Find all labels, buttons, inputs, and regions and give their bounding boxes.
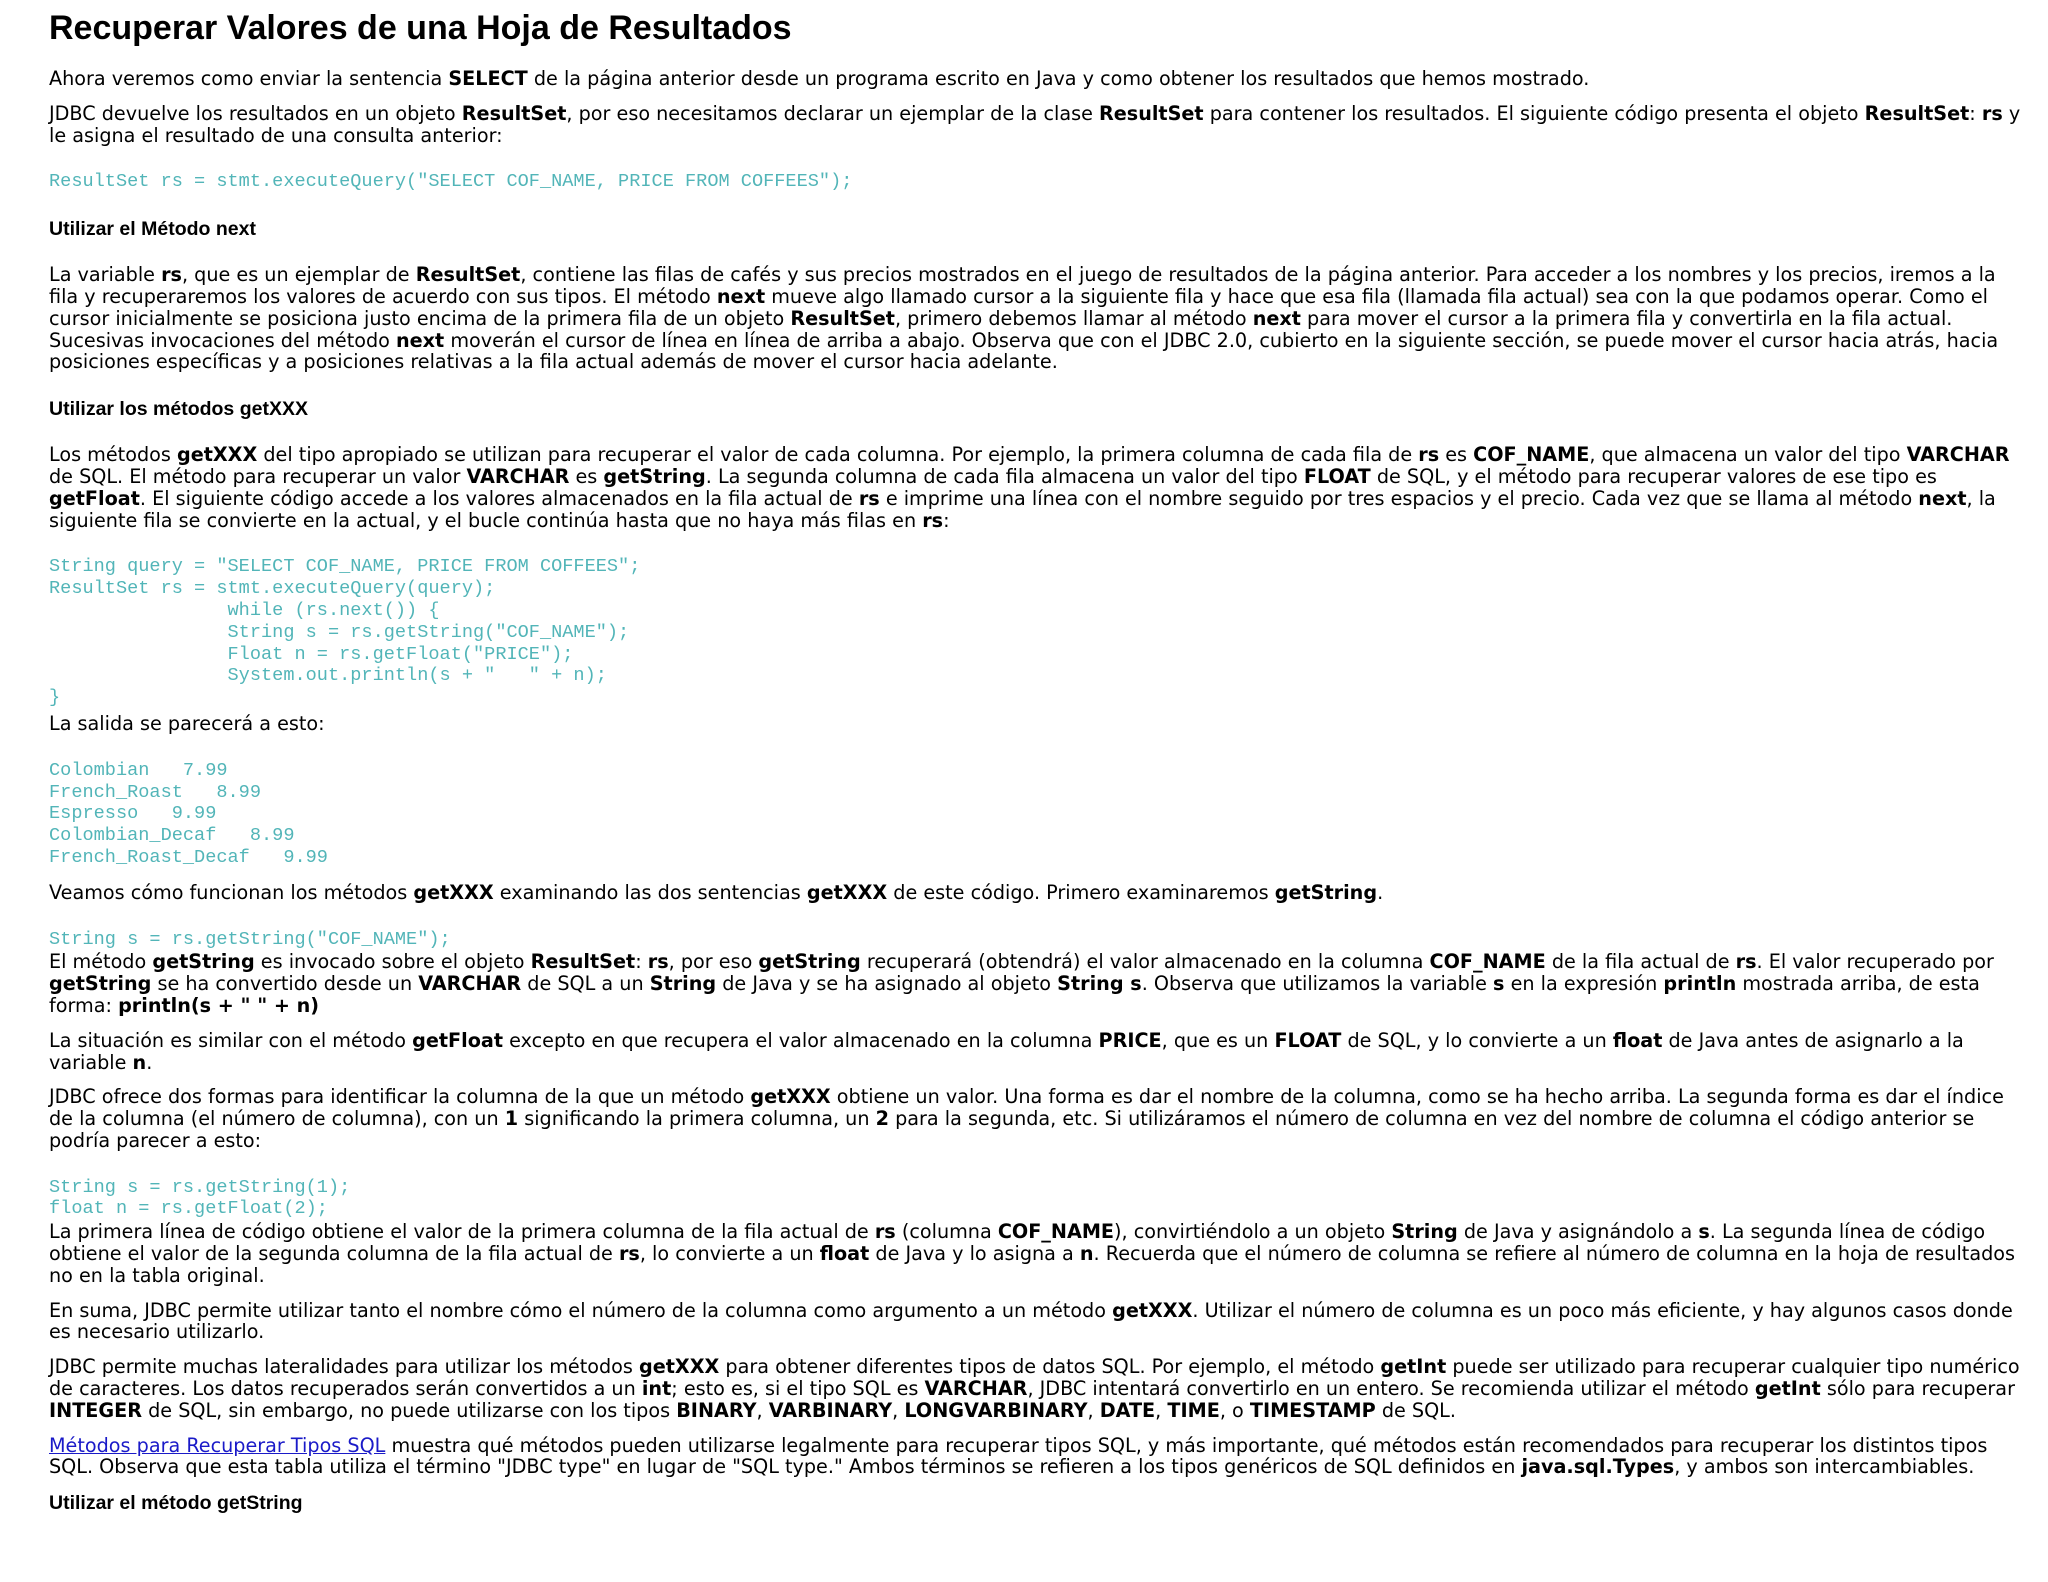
heading-getstring-method: Utilizar el método getString: [49, 1492, 303, 1515]
bold-term: String s: [1057, 972, 1142, 996]
heading-next-method: Utilizar el Método next: [49, 218, 256, 241]
bold-term: ResultSet: [415, 263, 521, 287]
code-output: Colombian 7.99 French_Roast 8.99 Espresso 9.99 Colombian_Decaf 8.99 French_Roast_Decaf 9.99: [49, 759, 328, 868]
bold-term: getFloat: [412, 1028, 504, 1052]
bold-term: println(s + " " + n): [118, 993, 320, 1017]
output-intro: La salida se parecerá a esto:: [49, 711, 325, 735]
code-index: String s = rs.getString(1); float n = rs.getFloat(2);: [49, 1176, 351, 1220]
bold-term: rs: [858, 486, 880, 510]
bold-term: s: [1698, 1220, 1710, 1244]
bold-term: println: [1663, 972, 1737, 996]
methods-link-paragraph: Métodos para Recuperar Tipos SQL muestra qué métodos pueden utilizarse legalmente para recuperar tipos SQL, y más importante, qué métodos están recomendados para recuperar los distintos tipos SQL. Observa que esta tabla utiliza el término "JDBC type" en lugar de "SQL type." Ambos términos se refieren a los tipos genéricos de SQL definidos en java.sql.Types, y ambos son intercambiables.: [49, 1433, 1988, 1479]
index-explain-paragraph: La primera línea de código obtiene el valor de la primera columna de la fila actual de rs (columna COF_NAME), convirtiéndolo a un objeto String de Java y asignándolo a s. La segunda línea de código obtiene el valor de la segunda columna de la fila actual de rs, lo convierte a un float de Java y lo asigna a n. Recuerda que el número de columna se refiere al número de columna en la hoja de resultados no en la tabla original.: [49, 1220, 2015, 1287]
latitude-paragraph: JDBC permite muchas lateralidades para utilizar los métodos getXXX para obtener diferentes tipos de datos SQL. Por ejemplo, el método getInt puede ser utilizado para recuperar cualquier tipo numérico de caracteres. Los datos recuperados serán convertidos a un int; esto es, si el tipo SQL es VARCHAR, JDBC intentará convertirlo en un entero. Se recomienda utilizar el método getInt sólo para recuperar INTEGER de SQL, sin embargo, no puede utilizarse con los tipos BINARY, VARBINARY, LONGVARBINARY, DATE, TIME, o TIMESTAMP de SQL.: [49, 1355, 2020, 1422]
getfloat-paragraph: La situación es similar con el método getFloat excepto en que recupera el valor almacenado en la columna PRICE, que es un FLOAT de SQL, y lo convierte a un float de Java antes de asignarlo a la variable n.: [49, 1028, 1964, 1074]
bold-term: rs: [922, 508, 944, 532]
bold-term: s: [1493, 972, 1505, 996]
bold-term: 1: [504, 1107, 519, 1131]
bold-term: DATE: [1099, 1398, 1156, 1422]
bold-term: rs: [1735, 950, 1757, 974]
bold-term: rs: [618, 1242, 640, 1266]
two-ways-paragraph: JDBC ofrece dos formas para identificar la columna de la que un método getXXX obtiene un valor. Una forma es dar el nombre de la columna, como se ha hecho arriba. La segunda forma es dar el índice de la columna (el número de columna), con un 1 significando la primera columna, un 2 para la segunda, etc. Si utilizáramos el número de columna en vez del nombre de columna el código anterior se podría parecer a esto:: [49, 1085, 2004, 1152]
bold-term: next: [1252, 306, 1301, 330]
bold-term: rs: [161, 263, 182, 287]
intro-paragraph: Ahora veremos como enviar la sentencia SELECT de la página anterior desde un programa escrito en Java y como obtener los resultados que hemos mostrado.: [49, 67, 1590, 90]
bold-term: ResultSet: [1098, 101, 1204, 125]
bold-term: n: [1079, 1242, 1094, 1266]
bold-term: PRICE: [1098, 1028, 1162, 1052]
bold-term: next: [396, 328, 445, 352]
bold-term: SELECT: [448, 67, 528, 90]
bold-term: ResultSet: [530, 950, 636, 974]
bold-term: TIMESTAMP: [1249, 1398, 1376, 1422]
bold-term: getString: [1274, 880, 1378, 904]
bold-term: rs: [874, 1220, 896, 1244]
bold-term: getString: [758, 950, 861, 974]
getstring-paragraph: El método getString es invocado sobre el objeto ResultSet: rs, por eso getString recuperará (obtendrá) el valor almacenado en la columna COF_NAME de la fila actual de rs. El valor recuperado por getString se ha convertido desde un VARCHAR de SQL a un String de Java y se ha asignado al objeto String s. Observa que utilizamos la variable s en la expresión println mostrada arriba, de esta forma: println(s + " " + n): [49, 950, 1994, 1017]
getxxx-paragraph: Los métodos getXXX del tipo apropiado se utilizan para recuperar el valor de cada columna. Por ejemplo, la primera columna de cada fila de rs es COF_NAME, que almacena un valor del tipo VARCHAR de SQL. El método para recuperar un valor VARCHAR es getString. La segunda columna de cada fila almacena un valor del tipo FLOAT de SQL, y el método para recuperar valores de ese tipo es getFloat. El siguiente código accede a los valores almacenados en la fila actual de rs e imprime una línea con el nombre seguido por tres espacios y el precio. Cada vez que se llama al método next, la siguiente fila se convierte en la actual, y el bucle continúa hasta que no haya más filas en rs:: [49, 443, 2010, 532]
bold-term: int: [641, 1377, 672, 1401]
bold-term: FLOAT: [1303, 464, 1371, 488]
bold-term: java.sql.Types: [1521, 1455, 1675, 1479]
bold-term: String: [1391, 1220, 1458, 1244]
bold-term: n: [132, 1050, 147, 1074]
bold-term: getXXX: [806, 880, 888, 904]
bold-term: float: [819, 1242, 870, 1266]
bold-term: getInt: [1380, 1355, 1447, 1379]
bold-term: String: [649, 972, 717, 996]
summary-paragraph: En suma, JDBC permite utilizar tanto el nombre cómo el número de la columna como argumento a un método getXXX. Utilizar el número de columna es un poco más eficiente, y hay algunos casos donde es necesario utilizarlo.: [49, 1298, 2013, 1344]
bold-term: getXXX: [639, 1355, 720, 1379]
bold-term: getString: [152, 950, 255, 974]
bold-term: rs: [1981, 101, 2003, 125]
bold-term: FLOAT: [1274, 1028, 1342, 1052]
bold-term: COF_NAME: [997, 1220, 1115, 1244]
bold-term: rs: [1418, 443, 1440, 467]
bold-term: next: [1918, 486, 1967, 510]
bold-term: getXXX: [176, 443, 258, 467]
methods-table-link[interactable]: Métodos para Recuperar Tipos SQL: [49, 1433, 386, 1457]
code-execute-query: ResultSet rs = stmt.executeQuery("SELECT COF_NAME, PRICE FROM COFFEES");: [49, 171, 853, 193]
bold-term: getXXX: [413, 880, 494, 904]
bold-term: ResultSet: [790, 306, 895, 330]
bold-term: getInt: [1754, 1377, 1821, 1401]
bold-term: VARCHAR: [418, 972, 522, 996]
bold-term: getFloat: [49, 486, 140, 510]
bold-term: VARCHAR: [924, 1377, 1028, 1401]
bold-term: COF_NAME: [1429, 950, 1546, 974]
bold-term: getXXX: [1112, 1298, 1193, 1322]
document: [49, 0, 2021, 1515]
bold-term: COF_NAME: [1473, 443, 1590, 467]
page-title: Recuperar Valores de una Hoja de Resultados: [49, 9, 792, 47]
bold-term: LONGVARBINARY: [904, 1398, 1088, 1422]
bold-term: BINARY: [676, 1398, 757, 1422]
next-method-paragraph: La variable rs, que es un ejemplar de ResultSet, contiene las filas de cafés y sus precios mostrados en el juego de resultados de la página anterior. Para acceder a los nombres y los precios, iremos a la fila y recuperaremos los valores de acuerdo con sus tipos. El método next mueve algo llamado cursor a la siguiente fila y hace que esa fila (llamada fila actual) sea con la que podamos operar. Como el cursor inicialmente se posiciona justo encima de la primera fila de un objeto ResultSet, primero debemos llamar al método next para mover el cursor a la primera fila y convertirla en la fila actual. Sucesivas invocaciones del método next moverán el cursor de línea en línea de arriba a abajo. Observa que con el JDBC 2.0, cubierto en la siguiente sección, se puede mover el cursor hacia atrás, hacia posiciones específicas y a posiciones relativas a la fila actual además de mover el cursor hacia adelante.: [49, 263, 1999, 374]
bold-term: getString: [49, 972, 152, 996]
bold-term: next: [716, 284, 766, 308]
bold-term: INTEGER: [49, 1398, 143, 1422]
bold-term: rs: [647, 950, 669, 974]
bold-term: 2: [875, 1107, 889, 1131]
heading-getxxx-methods: Utilizar los métodos getXXX: [49, 398, 308, 421]
bold-term: ResultSet: [461, 101, 567, 125]
code-getstring: String s = rs.getString("COF_NAME");: [49, 928, 451, 950]
code-loop: String query = "SELECT COF_NAME, PRICE FROM COFFEES"; ResultSet rs = stmt.executeQuery(query); while (rs.next()) { String s = rs.getString("COF_NAME"); Float n = rs.getFloat("PRICE"); System.out.println(s + " " + n); }: [49, 556, 641, 709]
bold-term: getString: [603, 464, 706, 488]
bold-term: VARCHAR: [1906, 443, 2010, 467]
bold-term: ResultSet: [1864, 101, 1970, 125]
bold-term: getXXX: [750, 1085, 831, 1109]
bold-term: VARCHAR: [466, 464, 570, 488]
bold-term: TIME: [1167, 1398, 1220, 1422]
resultset-paragraph: JDBC devuelve los resultados en un objeto ResultSet, por eso necesitamos declarar un ejemplar de la clase ResultSet para contener los resultados. El siguiente código presenta el objeto ResultSet: rs y le asigna el resultado de una consulta anterior:: [49, 101, 2021, 147]
bold-term: VARBINARY: [768, 1398, 893, 1422]
examine-paragraph: Veamos cómo funcionan los métodos getXXX examinando las dos sentencias getXXX de este código. Primero examinaremos getString.: [49, 880, 1384, 904]
bold-term: float: [1612, 1028, 1663, 1052]
